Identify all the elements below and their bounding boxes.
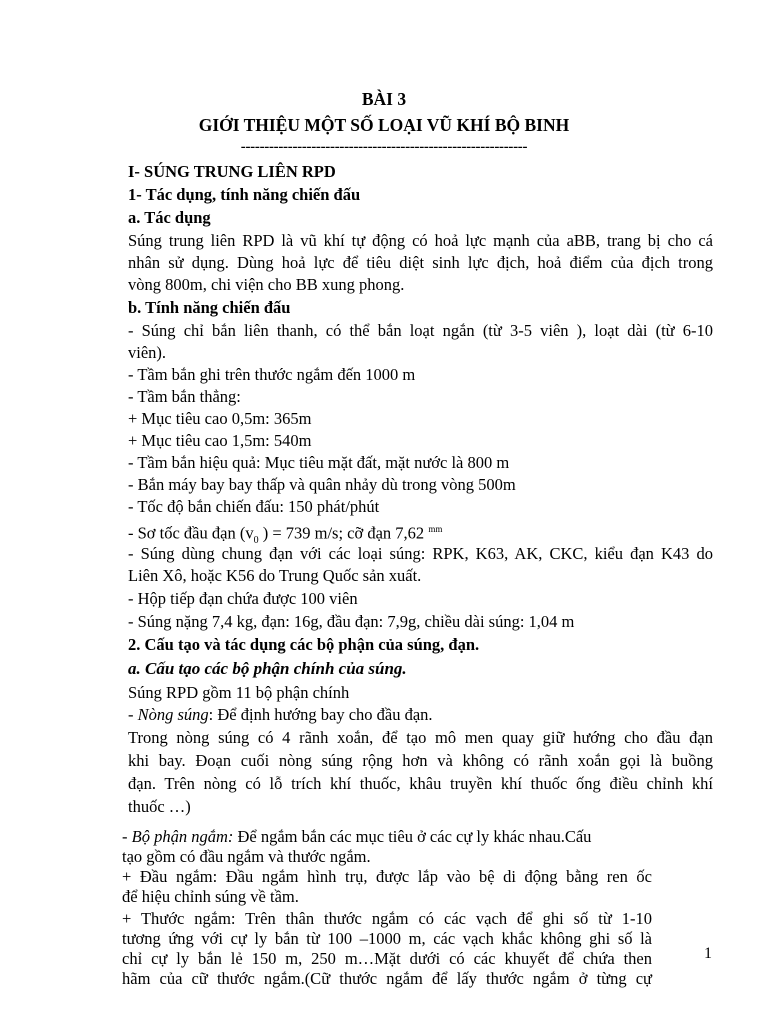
paragraph-line: chỉ cự ly bắn lẻ 150 m, 250 m…Mặt dưới có các khuyết để chứa then xyxy=(122,949,652,968)
list-item: - Tầm bắn ghi trên thước ngắm đến 1000 m xyxy=(128,365,416,384)
muzzle-velocity-text: - Sơ tốc đầu đạn (v xyxy=(128,523,254,543)
paragraph-line: để hiệu chỉnh súng về tầm. xyxy=(122,887,299,906)
list-item: + Thước ngắm: Trên thân thước ngắm có các vạch để ghi số từ 1-10 xyxy=(122,909,652,928)
list-item: viên). xyxy=(128,343,167,362)
page-title: GIỚI THIỆU MỘT SỐ LOẠI VŨ KHÍ BỘ BINH xyxy=(198,115,570,135)
definition: : Để định hướng bay cho đầu đạn. xyxy=(208,705,433,724)
term: - Nòng súng xyxy=(128,705,209,724)
section-heading: I- SÚNG TRUNG LIÊN RPD xyxy=(128,162,336,181)
title-divider: ------------------------------------------------------------- xyxy=(240,139,528,155)
list-item xyxy=(122,826,591,848)
list-item: - Súng nặng 7,4 kg, đạn: 16g, đầu đạn: 7,9g, chiều dài súng: 1,04 m xyxy=(128,612,575,631)
paragraph-line: hãm của cữ thước ngắm.(Cữ thước ngắm để lấy thước ngắm ở từng cự xyxy=(122,969,652,988)
list-item: - Tầm bắn hiệu quả: Mục tiêu mặt đất, mặt nước là 800 m xyxy=(128,453,510,472)
list-item: - Súng chỉ bắn liên thanh, có thể bắn loạt ngắn (từ 3-5 viên ), loạt dài (từ 6-10 xyxy=(128,321,713,340)
list-item: - Hộp tiếp đạn chứa được 100 viên xyxy=(128,589,358,608)
page-number: 1 xyxy=(704,945,712,962)
list-item: - Súng dùng chung đạn với các loại súng: RPK, K63, AK, CKC, kiểu đạn K43 do xyxy=(128,544,713,563)
muzzle-velocity-text: ) = 739 m/s; cỡ đạn 7,62 xyxy=(258,523,429,543)
heading-structure: a. Cấu tạo các bộ phận chính của súng. xyxy=(128,659,407,678)
superscript-unit: mm xyxy=(428,524,443,534)
paragraph-line: đạn. Trên nòng có lỗ trích khí thuốc, khâu truyền khí thuốc ống điều chỉnh khí xyxy=(128,774,713,793)
term: - Bộ phận ngắm: xyxy=(122,827,234,846)
heading-b: b. Tính năng chiến đấu xyxy=(128,298,291,317)
subscript: 0 xyxy=(253,534,259,546)
paragraph-line: Súng trung liên RPD là vũ khí tự động có hoả lực mạnh của aBB, trang bị cho cá xyxy=(128,231,713,250)
lesson-number: BÀI 3 xyxy=(361,89,407,109)
paragraph-line: tạo gồm có đầu ngắm và thước ngắm. xyxy=(122,847,371,866)
paragraph-line: nhân sử dụng. Dùng hoả lực để tiêu diệt sinh lực địch, hoả điểm của địch trong xyxy=(128,253,713,272)
paragraph-line: khi bay. Đoạn cuối nòng súng rộng hơn và không có rãnh xoắn gọi là buồng xyxy=(128,751,713,770)
subsection-heading: 2. Cấu tạo và tác dụng các bộ phận của súng, đạn. xyxy=(128,635,480,654)
definition: Để ngắm bắn các mục tiêu ở các cự ly khác nhau.Cấu xyxy=(233,827,592,846)
paragraph-line: Trong nòng súng có 4 rãnh xoắn, để tạo mô men quay giữ hướng cho đầu đạn xyxy=(128,728,713,747)
subsection-heading: 1- Tác dụng, tính năng chiến đấu xyxy=(128,185,361,204)
list-item: Liên Xô, hoặc K56 do Trung Quốc sản xuất. xyxy=(128,566,422,585)
paragraph-line: Súng RPD gồm 11 bộ phận chính xyxy=(128,683,350,702)
paragraph-line: thuốc …) xyxy=(128,797,191,816)
list-item: + Đầu ngắm: Đầu ngắm hình trụ, được lắp vào bệ di động bằng ren ốc xyxy=(122,867,652,886)
list-item xyxy=(128,704,433,726)
list-item: - Tầm bắn thẳng: xyxy=(128,387,241,406)
heading-a: a. Tác dụng xyxy=(128,208,211,227)
paragraph-line: vòng 800m, chi viện cho BB xung phong. xyxy=(128,275,405,294)
list-item: + Mục tiêu cao 0,5m: 365m xyxy=(128,409,312,428)
list-item: + Mục tiêu cao 1,5m: 540m xyxy=(128,431,312,450)
list-item: - Tốc độ bắn chiến đấu: 150 phát/phút xyxy=(128,497,380,516)
paragraph-line: tương ứng với cự ly bắn từ 100 –1000 m, các vạch khắc không ghi số là xyxy=(122,929,652,948)
list-item: - Bắn máy bay bay thấp và quân nhảy dù trong vòng 500m xyxy=(128,475,516,494)
